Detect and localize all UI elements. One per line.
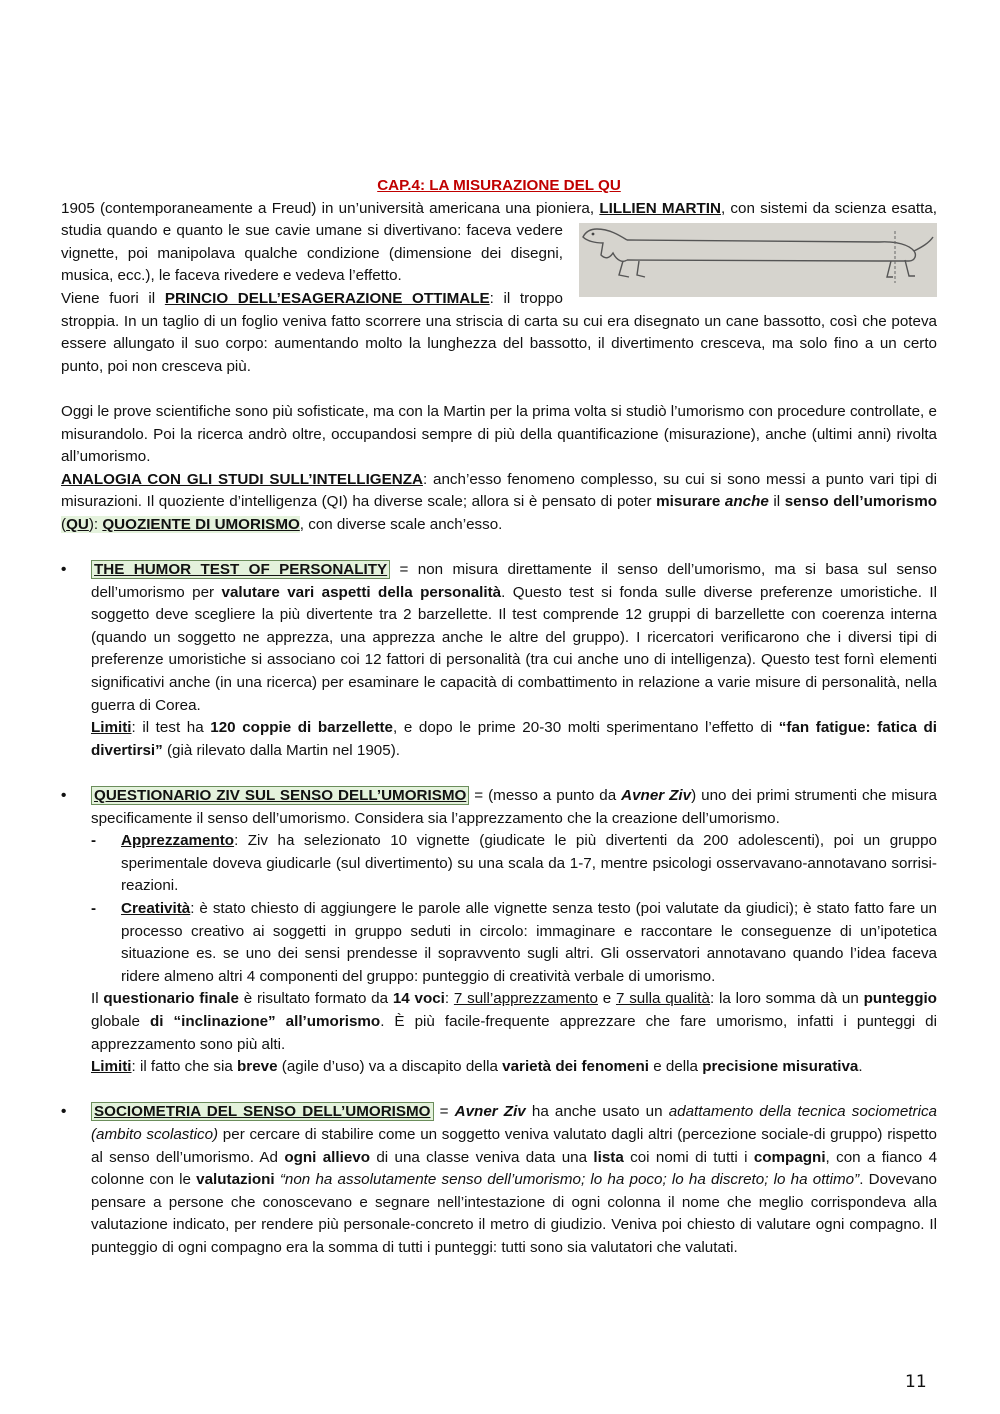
humor-test-term: THE HUMOR TEST OF PERSONALITY [91, 560, 390, 579]
sub-item-creativity: - Creatività: è stato chiesto di aggiungere le parole alle vignette senza testo (poi valutate da giudici); è stato fatto fare un processo creativo ai soggetti in gruppo seduti in circolo: immaginare e raccontare le conseguenze di un’ipotetica situazione es. se uno dei sensi prendesse il sopravvento sugli altri. Gli osservatori annotavano quando l’idea faceva ridere almeno altri 4 componenti del gruppo: punteggio di creatività verbale di umorismo. [91, 900, 937, 985]
final-questionnaire-paragraph: Il questionario finale è risultato formato da 14 voci: 7 sull’apprezzamento e 7 sulla qualità: la loro somma dà un punteggio globale di “inclinazione” all’umorismo. È più facile-frequente apprezzare che fare umorismo, infatti i punteggi di apprezzamento sono più alti. [91, 990, 938, 1053]
page-content [61, 175, 937, 1260]
dash-icon: - [91, 900, 97, 917]
spacer [61, 378, 937, 401]
list-item-humor-test: • THE HUMOR TEST OF PERSONALITY = non misura direttamente il senso dell’umorismo, ma si basa sul senso dell’umorismo per valutare vari aspetti della personalità. Questo test si fonda sulle diverse preferenze umoristiche. Il soggetto deve scegliere la più divertente tra 2 barzellette. Il test comprende 12 gruppi di barzellette con coerenza interna (quando un soggetto ne apprezza, una apprezza anche le altre del gruppo). I ricercatori verificarono che i diversi tipi di preferenze umoristiche si associano coi 12 fattori di personalità (tra cui anche uno di intelligenza). Questo test fornì elementi significativi anche (in una ricerca) per esaminare le capacità di combattimento in relazione a varie misure di personalità, nella guerra di Corea. Limiti: il test ha 120 coppie di barzellette, e dopo le prime 20-30 molti sperimentano l’effetto di “fan fatigue: fatica di divertirsi” (già rilevato dalla Martin nel 1905). [61, 559, 937, 762]
analogy-term: ANALOGIA CON GLI STUDI SULL’INTELLIGENZA [61, 470, 423, 488]
intelligence-analogy-paragraph: ANALOGIA CON GLI STUDI SULL’INTELLIGENZA: anch’esso fenomeno complesso, su cui si sono messi a punto vari tipi di misurazioni. Il quoziente d’intelligenza (QI) ha diverse scale; allora si è pensato di poter misurare anche il senso dell’umorismo (QU): QUOZIENTE DI UMORISMO, con diverse scale anch’esso. [61, 470, 938, 533]
qu-abbreviation: QU [66, 515, 89, 533]
spacer [61, 537, 937, 560]
bullet-icon: • [61, 561, 67, 579]
spacer [61, 762, 937, 785]
page-number: 11 [905, 1372, 927, 1392]
list-item-ziv-questionnaire: • QUESTIONARIO ZIV SUL SENSO DELL’UMORISMO = (messo a punto da Avner Ziv) uno dei primi strumenti che misura specificamente il senso dell’umorismo. Considera sia l’apprezzamento che la creazione dell’umorismo. - Apprezzamento: Ziv ha selezionato 10 vignette (giudicate le più divertenti da 200 adolescenti), poi un gruppo sperimentale doveva giudicarle (sul divertimento) su una scala da 1-7, mentre psicologi osservavano-annotavano sorrisi-reazioni. - Creatività: è stato chiesto di aggiungere le parole alle vignette senza testo (poi valutate da giudici); è stato fatto fare un processo creativo ai soggetti in gruppo seduti in circolo: immaginare e raccontare le conseguenze di un’ipotetica situazione es. se uno dei sensi prendesse il sopravvento sugli altri. Gli osservatori annotavano quando l’idea faceva ridere almeno altri 4 componenti del gruppo: punteggio di creatività verbale di umorismo. Il questionario finale è risultato formato da 14 voci: 7 sull’apprezzamento e 7 sulla qualità: la loro somma dà un punteggio globale di “inclinazione” all’umorismo. È più facile-frequente apprezzare che fare umorismo, infatti i punteggi di apprezzamento sono più alti. Limiti: il fatto che sia breve (agile d’uso) va a discapito della varietà dei fenomeni e della precisione misurativa. [61, 785, 937, 1079]
sub-item-appreciation: - Apprezzamento: Ziv ha selezionato 10 vignette (giudicate le più divertenti da 200 adolescenti), poi un gruppo sperimentale doveva giudicarle (sul divertimento) su una scala da 1-7, mentre psicologi osservavano-annotavano sorrisi-reazioni. [91, 832, 937, 895]
modern-tests-paragraph: Oggi le prove scientifiche sono più sofisticate, ma con la Martin per la prima volta si studiò l’umorismo con procedure controllate, e misurandolo. Poi la ricerca andrò oltre, occupandosi sempre di più della quantificazione (misurazione), anche (ultimi anni) rivolta all’umorismo. [61, 402, 937, 466]
pioneer-name: LILLIEN MARTIN [599, 199, 721, 217]
dachshund-drawing-icon [579, 223, 937, 297]
dash-icon: - [91, 832, 97, 850]
sociometry-term: SOCIOMETRIA DEL SENSO DELL’UMORISMO [91, 1102, 434, 1121]
bullet-icon: • [61, 1103, 67, 1121]
bullet-icon: • [61, 787, 67, 805]
qu-full-term: QUOZIENTE DI UMORISMO [102, 515, 300, 533]
list-item-sociometry: • SOCIOMETRIA DEL SENSO DELL’UMORISMO = Avner Ziv ha anche usato un adattamento della tecnica sociometrica (ambito scolastico) per cercare di stabilire come un soggetto veniva valutato dagli altri (percezione sociale-di gruppo) rispetto al senso dell’umorismo. Ad ogni allievo di una classe veniva data una lista coi nomi di tutti i compagni, con a fianco 4 colonne con le valutazioni “non ha assolutamente senso dell’umorismo; lo ha poco; lo ha discreto; lo ha ottimo”. Dovevano pensare a persone che conoscevano e segnare nell’intestazione di ogni colonna il nome che meglio corrispondeva alla valutazione indicato, per rendere più personale-concreto il metro di giudizio. Veniva poi chiesto di valutare ogni compagno. Il punteggio di ogni compagno era la somma di tutti i punteggi: tutti sono sia valutatori che valutati. [61, 1103, 938, 1256]
ziv-limits: Limiti: il fatto che sia breve (agile d’uso) va a discapito della varietà dei fenomeni e della precisione misurativa. [91, 1058, 863, 1076]
chapter-title: CAP.4: LA MISURAZIONE DEL QU [377, 177, 621, 194]
principle-term: PRINCIO DELL’ESAGERAZIONE OTTIMALE [164, 289, 490, 307]
spacer [61, 1079, 937, 1102]
humor-test-limits: Limiti: il test ha 120 coppie di barzellette, e dopo le prime 20-30 molti sperimentano l’effetto di “fan fatigue: fatica di divertirsi” (già rilevato dalla Martin nel 1905). [91, 719, 938, 759]
intro-paragraph: 1905 (contemporaneamente a Freud) in un’università americana una pioniera, LILLIEN MARTIN , con sistemi da scienza esatta, studia quando e quanto le sue cavie umane si divertivano: faceva vedere vignette, poi manipolava qualche condizione (dimensione dei disegni, musica, ecc.), le faceva rivedere e vedeva l’effetto. [61, 198, 937, 288]
ziv-term: QUESTIONARIO ZIV SUL SENSO DELL’UMORISMO [91, 786, 469, 805]
optimal-exaggeration-paragraph: Viene fuori il PRINCIO DELL’ESAGERAZIONE OTTIMALE: il troppo stroppia. In un taglio di un foglio veniva fatto scorrere una striscia di carta su cui era disegnato un cane bassotto, così che poteva essere allungato il suo corpo: aumentando molto la lunghezza del bassotto, il divertimento cresceva, ma solo fino a un certo punto, poi non cresceva più. [61, 289, 937, 375]
